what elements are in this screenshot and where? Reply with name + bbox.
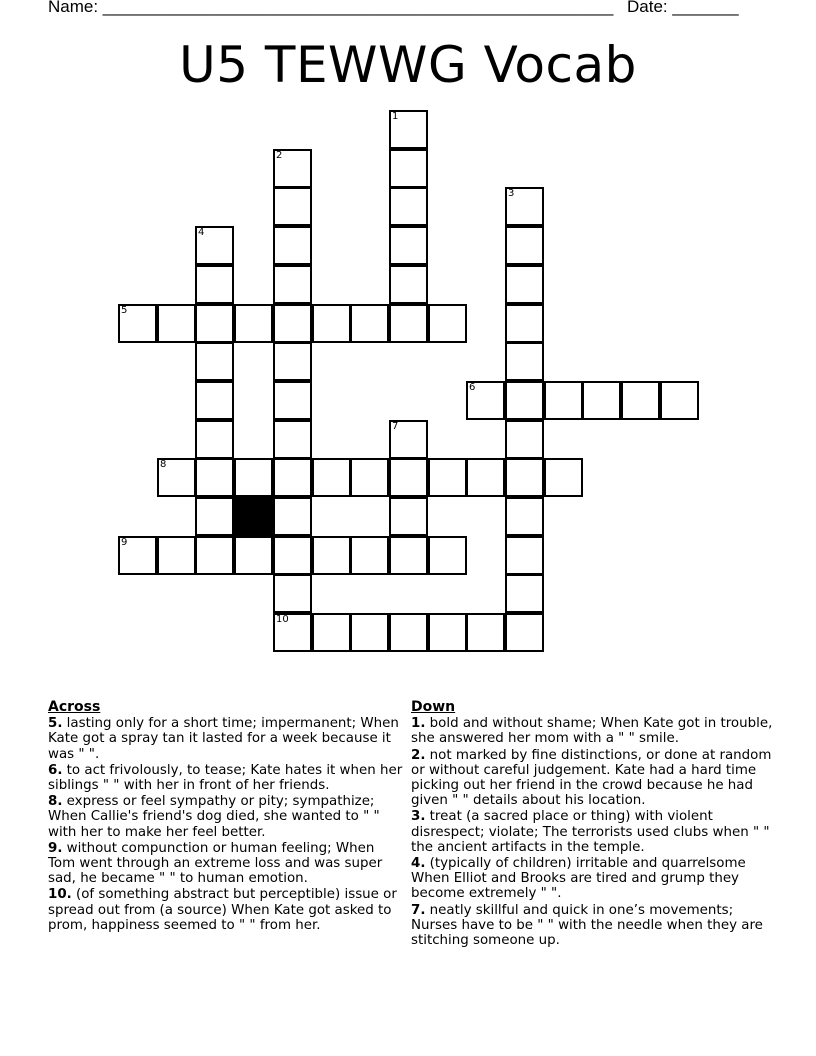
grid-cell[interactable] [312, 613, 351, 652]
grid-cell[interactable] [389, 187, 428, 226]
grid-cell[interactable] [428, 613, 467, 652]
grid-cell[interactable] [544, 458, 583, 497]
clue-number: 7. [411, 902, 426, 918]
grid-cell[interactable] [466, 613, 505, 652]
grid-cell[interactable] [505, 304, 544, 343]
grid-cell[interactable] [273, 613, 312, 652]
grid-cell[interactable] [350, 536, 389, 575]
across-clue-5 [48, 716, 404, 762]
grid-cell[interactable] [389, 110, 428, 149]
cell-number: 9 [121, 537, 128, 548]
grid-cell[interactable] [273, 458, 312, 497]
down-clue-7 [411, 903, 781, 949]
cell-number: 8 [160, 459, 167, 470]
clue-text: express or feel sympathy or pity; sympathize; When Callie's friend's dog died, she wanted to " " with her to make her feel better. [48, 794, 380, 840]
clue-text: neatly skillful and quick in one’s movements; Nurses have to be " " with the needle when they are stitching someone up. [411, 902, 763, 949]
grid-cell[interactable] [234, 536, 273, 575]
cell-number: 2 [276, 150, 283, 161]
down-clue-2 [411, 748, 781, 809]
grid-cell[interactable] [389, 420, 428, 459]
cell-number: 1 [392, 111, 399, 122]
grid-cell[interactable] [389, 536, 428, 575]
clue-number: 10. [48, 887, 72, 903]
grid-cell[interactable] [389, 226, 428, 265]
grid-cell[interactable] [350, 458, 389, 497]
grid-cell[interactable] [428, 458, 467, 497]
across-heading: Across [48, 699, 101, 715]
cell-number: 5 [121, 305, 128, 316]
date-line: Date: _______ [627, 0, 739, 16]
grid-cell[interactable] [273, 187, 312, 226]
grid-cell[interactable] [118, 536, 157, 575]
grid-cell[interactable] [582, 381, 621, 420]
grid-cell[interactable] [195, 497, 234, 536]
across-clues [48, 700, 404, 934]
grid-cell[interactable] [350, 304, 389, 343]
grid-cell[interactable] [273, 420, 312, 459]
name-line: Name: ______________________________________________________ [48, 0, 614, 16]
grid-cell[interactable] [350, 613, 389, 652]
grid-cell[interactable] [234, 304, 273, 343]
grid-cell[interactable] [428, 304, 467, 343]
clue-text: without compunction or human feeling; When Tom went through an extreme loss and was super sad, he became " " to human emotion. [48, 840, 383, 887]
grid-cell[interactable] [389, 613, 428, 652]
down-clue-4 [411, 856, 781, 902]
grid-cell[interactable] [273, 226, 312, 265]
grid-cell[interactable] [273, 342, 312, 381]
grid-cell[interactable] [273, 497, 312, 536]
cell-number: 3 [508, 188, 515, 199]
grid-cell[interactable] [505, 342, 544, 381]
grid-cell[interactable] [312, 536, 351, 575]
clue-number: 1. [411, 716, 426, 732]
grid-cell[interactable] [505, 536, 544, 575]
clue-number: 2. [411, 747, 426, 763]
across-clue-6 [48, 763, 404, 793]
grid-cell[interactable] [195, 536, 234, 575]
clue-text: treat (a sacred place or thing) with violent disrespect; violate; The terrorists used clubs when " " the ancient artifacts in the temple. [411, 809, 770, 855]
grid-cell[interactable] [195, 304, 234, 343]
down-clues [411, 700, 781, 949]
clue-text: lasting only for a short time; impermanent; When Kate got a spray tan it lasted for a week because it was " ". [48, 716, 399, 762]
puzzle-title: U5 TEWWG Vocab [179, 36, 637, 94]
grid-cell[interactable] [273, 574, 312, 613]
across-clue-10 [48, 887, 404, 933]
grid-cell[interactable] [505, 613, 544, 652]
grid-cell[interactable] [157, 304, 196, 343]
down-clue-1 [411, 716, 781, 746]
clue-text: to act frivolously, to tease; Kate hates it when her siblings " " with her in front of her friends. [48, 762, 403, 794]
grid-cell[interactable] [195, 458, 234, 497]
clue-number: 5. [48, 716, 63, 732]
down-clue-3 [411, 809, 781, 855]
grid-cell[interactable] [195, 265, 234, 304]
grid-cell[interactable] [389, 265, 428, 304]
clue-number: 6. [48, 762, 63, 778]
grid-cell[interactable] [505, 420, 544, 459]
grid-cell[interactable] [273, 536, 312, 575]
clue-text: not marked by fine distinctions, or done at random or without careful judgement. Kate had a hard time picking out her friend in the crowd because he had given " " details about his location. [411, 747, 772, 809]
cell-number: 7 [392, 421, 399, 432]
cell-number: 10 [276, 614, 289, 625]
down-heading: Down [411, 699, 456, 715]
clue-text: bold and without shame; When Kate got in trouble, she answered her mom with a " " smile. [411, 716, 773, 747]
grid-cell[interactable] [505, 187, 544, 226]
clue-number: 9. [48, 840, 63, 856]
grid-cell[interactable] [505, 381, 544, 420]
grid-cell[interactable] [312, 458, 351, 497]
clue-text: (of something abstract but perceptible) issue or spread out from (a source) When Kate got asked to prom, happiness seemed to " " from her. [48, 887, 397, 933]
cell-number: 4 [198, 227, 205, 238]
grid-cell[interactable] [157, 536, 196, 575]
grid-cell[interactable] [118, 304, 157, 343]
grid-cell[interactable] [505, 497, 544, 536]
grid-block [234, 497, 273, 536]
grid-cell[interactable] [389, 149, 428, 188]
clue-number: 4. [411, 856, 426, 872]
grid-cell[interactable] [195, 342, 234, 381]
grid-cell[interactable] [505, 226, 544, 265]
cell-number: 6 [469, 382, 476, 393]
grid-cell[interactable] [505, 574, 544, 613]
grid-cell[interactable] [195, 420, 234, 459]
grid-cell[interactable] [234, 458, 273, 497]
grid-cell[interactable] [389, 458, 428, 497]
grid-cell[interactable] [389, 304, 428, 343]
across-clue-8 [48, 794, 404, 840]
grid-cell[interactable] [195, 381, 234, 420]
grid-cell[interactable] [389, 497, 428, 536]
grid-cell[interactable] [505, 458, 544, 497]
clue-number: 8. [48, 794, 63, 810]
grid-cell[interactable] [273, 304, 312, 343]
grid-cell[interactable] [157, 458, 196, 497]
grid-cell[interactable] [466, 381, 505, 420]
clue-number: 3. [411, 809, 426, 825]
across-clue-9 [48, 841, 404, 887]
grid-cell[interactable] [273, 265, 312, 304]
grid-cell[interactable] [312, 304, 351, 343]
grid-cell[interactable] [466, 458, 505, 497]
grid-cell[interactable] [273, 149, 312, 188]
grid-cell[interactable] [621, 381, 660, 420]
grid-cell[interactable] [660, 381, 699, 420]
grid-cell[interactable] [195, 226, 234, 265]
grid-cell[interactable] [544, 381, 583, 420]
clue-text: (typically of children) irritable and quarrelsome When Elliot and Brooks are tired and grump they become extremely " ". [411, 856, 746, 902]
grid-cell[interactable] [428, 536, 467, 575]
grid-cell[interactable] [505, 265, 544, 304]
grid-cell[interactable] [273, 381, 312, 420]
